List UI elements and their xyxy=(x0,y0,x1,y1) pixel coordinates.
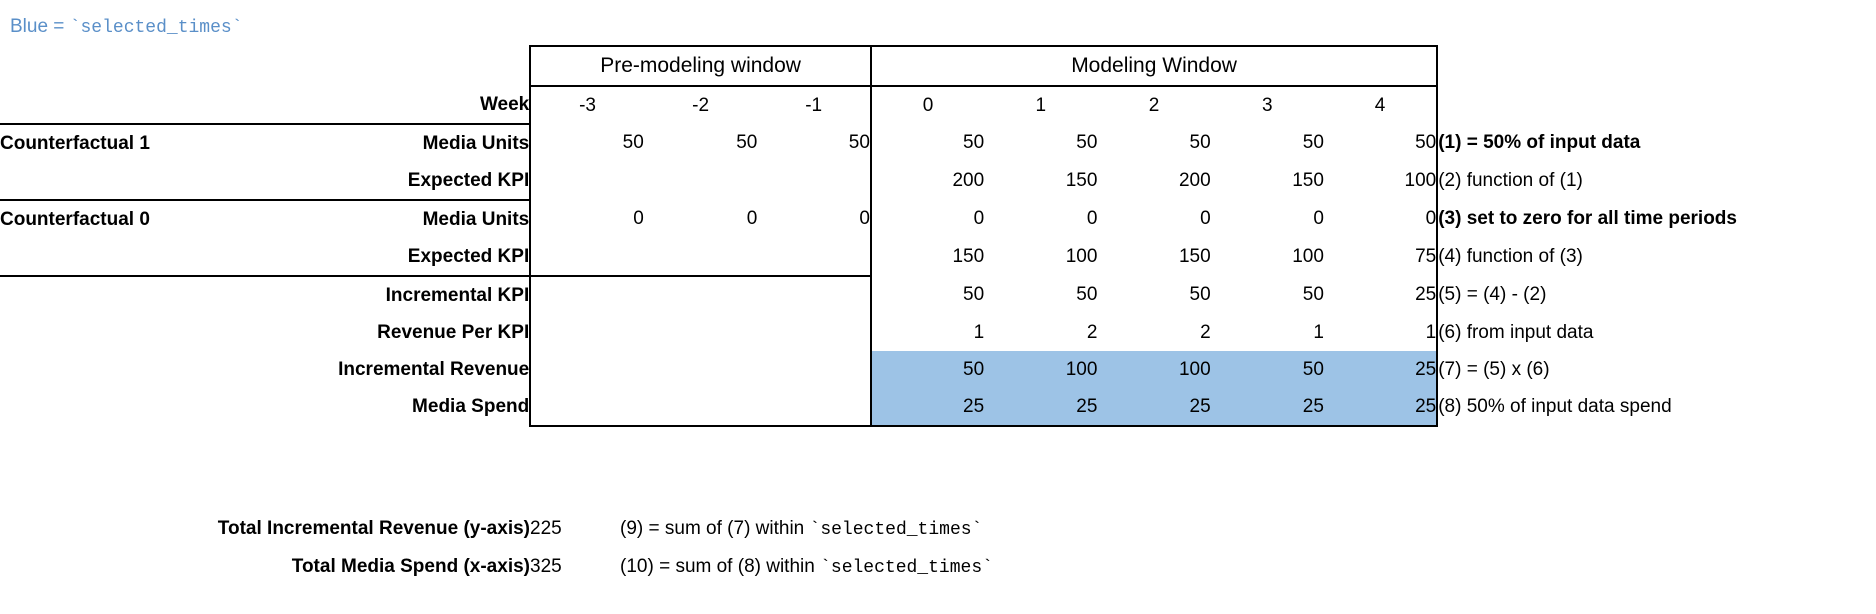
table-row xyxy=(0,388,1876,426)
cell-cf1-kpi-mod-3: 150 xyxy=(1292,170,1324,191)
cell-cf0-kpi-mod-2: 150 xyxy=(1178,246,1211,267)
cell-revkpi-pre-2 xyxy=(757,314,871,351)
cell-spend-mod-1: 25 xyxy=(984,388,1097,426)
group-label-spacer xyxy=(0,314,299,351)
legend-prefix: Blue = xyxy=(10,16,70,37)
cell-increv-pre-1 xyxy=(644,351,758,388)
cell-revkpi-mod-0: 1 xyxy=(973,321,985,343)
totals-row xyxy=(0,548,993,586)
week-label: Week xyxy=(479,93,530,115)
total-media-spend-label: Total Media Spend (x-axis) xyxy=(291,556,530,577)
cell-cf0-kpi-pre-1 xyxy=(644,238,758,276)
spacer-cell xyxy=(1437,46,1876,86)
group-label-spacer xyxy=(0,238,299,276)
band-header-modeling: Modeling Window xyxy=(871,46,1437,86)
total-incremental-revenue-note xyxy=(620,510,993,548)
cell-cf1-kpi-pre-0 xyxy=(530,162,644,200)
cell-cf1-kpi-mod-4: 100 xyxy=(1324,162,1437,200)
table-row xyxy=(0,351,1876,388)
total-media-spend-note xyxy=(620,548,993,586)
cell-cf1-media-mod-0: 50 xyxy=(963,132,985,153)
cell-spend-mod-4: 25 xyxy=(1324,388,1437,426)
note-8: (8) 50% of input data spend xyxy=(1438,396,1672,417)
week-header-mod-1: 1 xyxy=(1035,94,1047,116)
table-row xyxy=(0,162,1876,200)
cell-inckpi-pre-2 xyxy=(757,276,871,314)
band-header-pre: Pre-modeling window xyxy=(530,46,871,86)
spacer-cell xyxy=(0,46,299,86)
week-header-mod-3: 3 xyxy=(1262,94,1273,116)
cell-inckpi-mod-3: 50 xyxy=(1302,284,1324,305)
spacer-cell xyxy=(299,46,531,86)
week-header-pre-1: -2 xyxy=(692,94,710,116)
totals-section xyxy=(0,510,993,586)
row-name-media-spend: Media Spend xyxy=(412,396,530,417)
cell-cf0-kpi-pre-2 xyxy=(757,238,871,276)
spacer-cell xyxy=(0,86,299,124)
cell-cf1-media-pre-1: 50 xyxy=(736,132,758,153)
total-incremental-revenue-label: Total Incremental Revenue (y-axis) xyxy=(217,518,530,539)
group-label-spacer xyxy=(0,351,299,388)
cell-revkpi-mod-3: 1 xyxy=(1313,321,1324,343)
cell-cf1-media-mod-3: 50 xyxy=(1302,132,1324,153)
week-header-pre-0: -3 xyxy=(530,86,644,124)
cell-inckpi-mod-4: 25 xyxy=(1324,276,1437,314)
week-header-mod-2: 2 xyxy=(1148,94,1160,116)
total-media-spend-value: 325 xyxy=(530,556,562,577)
cell-spend-pre-1 xyxy=(644,388,758,426)
note-4: (4) function of (3) xyxy=(1438,246,1583,267)
band-header-row xyxy=(0,46,1876,86)
cell-cf1-kpi-pre-2 xyxy=(757,162,871,200)
cell-increv-mod-1: 100 xyxy=(984,351,1097,388)
note-7: (7) = (5) x (6) xyxy=(1438,358,1550,380)
group-label-spacer xyxy=(0,388,299,426)
group-label-spacer xyxy=(0,162,299,200)
group-label-spacer xyxy=(0,276,299,314)
table-row xyxy=(0,124,1876,162)
cell-cf1-media-pre-2: 50 xyxy=(757,124,871,162)
legend xyxy=(10,16,243,38)
cell-revkpi-pre-0 xyxy=(530,314,644,351)
note-3: (3) set to zero for all time periods xyxy=(1438,208,1737,229)
cell-cf0-kpi-mod-4: 75 xyxy=(1324,238,1437,276)
cell-spend-mod-2: 25 xyxy=(1097,388,1210,426)
cell-spend-mod-3: 25 xyxy=(1211,388,1324,426)
total-incremental-revenue-value: 225 xyxy=(530,518,562,539)
cell-cf0-media-mod-1: 0 xyxy=(1086,208,1098,229)
note-9-prefix: (9) = sum of (7) within xyxy=(620,518,810,539)
cell-increv-mod-3: 50 xyxy=(1211,351,1324,388)
cell-cf1-media-mod-1: 50 xyxy=(1076,132,1098,153)
cell-increv-mod-0: 50 xyxy=(871,351,984,388)
table-row xyxy=(0,276,1876,314)
cell-cf0-kpi-mod-1: 100 xyxy=(1065,246,1098,267)
totals-table xyxy=(0,510,993,586)
cell-spend-pre-0 xyxy=(530,388,644,426)
cell-spend-mod-0: 25 xyxy=(871,388,984,426)
legend-code: `selected_times` xyxy=(69,18,243,38)
cell-cf0-media-pre-2: 0 xyxy=(757,200,871,238)
cell-increv-mod-2: 100 xyxy=(1097,351,1210,388)
group-label-counterfactual-0: Counterfactual 0 xyxy=(0,208,150,230)
cell-cf1-media-mod-4: 50 xyxy=(1324,124,1437,162)
cell-cf0-media-pre-1: 0 xyxy=(746,208,758,229)
group-label-counterfactual-1: Counterfactual 1 xyxy=(0,124,299,162)
cell-cf0-kpi-pre-0 xyxy=(530,238,644,276)
cell-revkpi-mod-4: 1 xyxy=(1324,314,1437,351)
counterfactual-table xyxy=(0,45,1876,427)
note-2: (2) function of (1) xyxy=(1438,170,1583,191)
cell-revkpi-pre-1 xyxy=(644,314,758,351)
week-header-pre-2: -1 xyxy=(757,86,871,124)
row-name-media-units-cf0: Media Units xyxy=(422,208,530,230)
table-row xyxy=(0,238,1876,276)
spacer-cell xyxy=(1437,86,1876,124)
cell-cf1-kpi-mod-2: 200 xyxy=(1178,170,1211,191)
cell-cf0-media-mod-0: 0 xyxy=(973,208,985,229)
note-9-code: `selected_times` xyxy=(809,520,983,540)
totals-row xyxy=(0,510,993,548)
row-name-expected-kpi-cf1: Expected KPI xyxy=(299,162,531,200)
cell-increv-mod-4: 25 xyxy=(1324,351,1437,388)
table-grid xyxy=(0,45,1876,427)
cell-inckpi-pre-1 xyxy=(644,276,758,314)
cell-cf1-kpi-pre-1 xyxy=(644,162,758,200)
cell-cf1-media-mod-2: 50 xyxy=(1189,132,1211,153)
cell-cf0-kpi-mod-0: 150 xyxy=(952,246,985,267)
cell-spend-pre-2 xyxy=(757,388,871,426)
week-header-mod-4: 4 xyxy=(1324,86,1437,124)
cell-cf1-media-pre-0: 50 xyxy=(530,124,644,162)
cell-cf0-media-mod-4: 0 xyxy=(1324,200,1437,238)
cell-inckpi-mod-2: 50 xyxy=(1189,284,1211,305)
row-name-incremental-revenue: Incremental Revenue xyxy=(338,358,530,380)
cell-revkpi-mod-1: 2 xyxy=(1086,321,1098,343)
row-name-media-units-cf1: Media Units xyxy=(299,124,531,162)
note-10-code: `selected_times` xyxy=(820,558,993,578)
row-name-expected-kpi-cf0: Expected KPI xyxy=(299,238,531,276)
cell-cf0-kpi-mod-3: 100 xyxy=(1292,246,1324,267)
cell-increv-pre-0 xyxy=(530,351,644,388)
row-name-revenue-per-kpi: Revenue Per KPI xyxy=(377,321,530,343)
cell-inckpi-pre-0 xyxy=(530,276,644,314)
note-10-prefix: (10) = sum of (8) within xyxy=(620,556,821,577)
cell-cf0-media-mod-2: 0 xyxy=(1200,208,1211,229)
week-header-mod-0: 0 xyxy=(922,94,934,116)
table-row xyxy=(0,314,1876,351)
note-6: (6) from input data xyxy=(1438,321,1594,343)
cell-cf1-kpi-mod-0: 200 xyxy=(952,170,985,191)
cell-inckpi-mod-1: 50 xyxy=(1076,284,1098,305)
table-row xyxy=(0,200,1876,238)
cell-increv-pre-2 xyxy=(757,351,871,388)
note-5: (5) = (4) - (2) xyxy=(1438,284,1547,305)
note-1: (1) = 50% of input data xyxy=(1438,132,1641,153)
cell-revkpi-mod-2: 2 xyxy=(1200,321,1211,343)
row-name-incremental-kpi: Incremental KPI xyxy=(385,284,530,306)
cell-cf1-kpi-mod-1: 150 xyxy=(1065,170,1098,191)
week-header-row xyxy=(0,86,1876,124)
cell-cf0-media-pre-0: 0 xyxy=(530,200,644,238)
cell-inckpi-mod-0: 50 xyxy=(963,284,985,305)
cell-cf0-media-mod-3: 0 xyxy=(1313,208,1324,229)
